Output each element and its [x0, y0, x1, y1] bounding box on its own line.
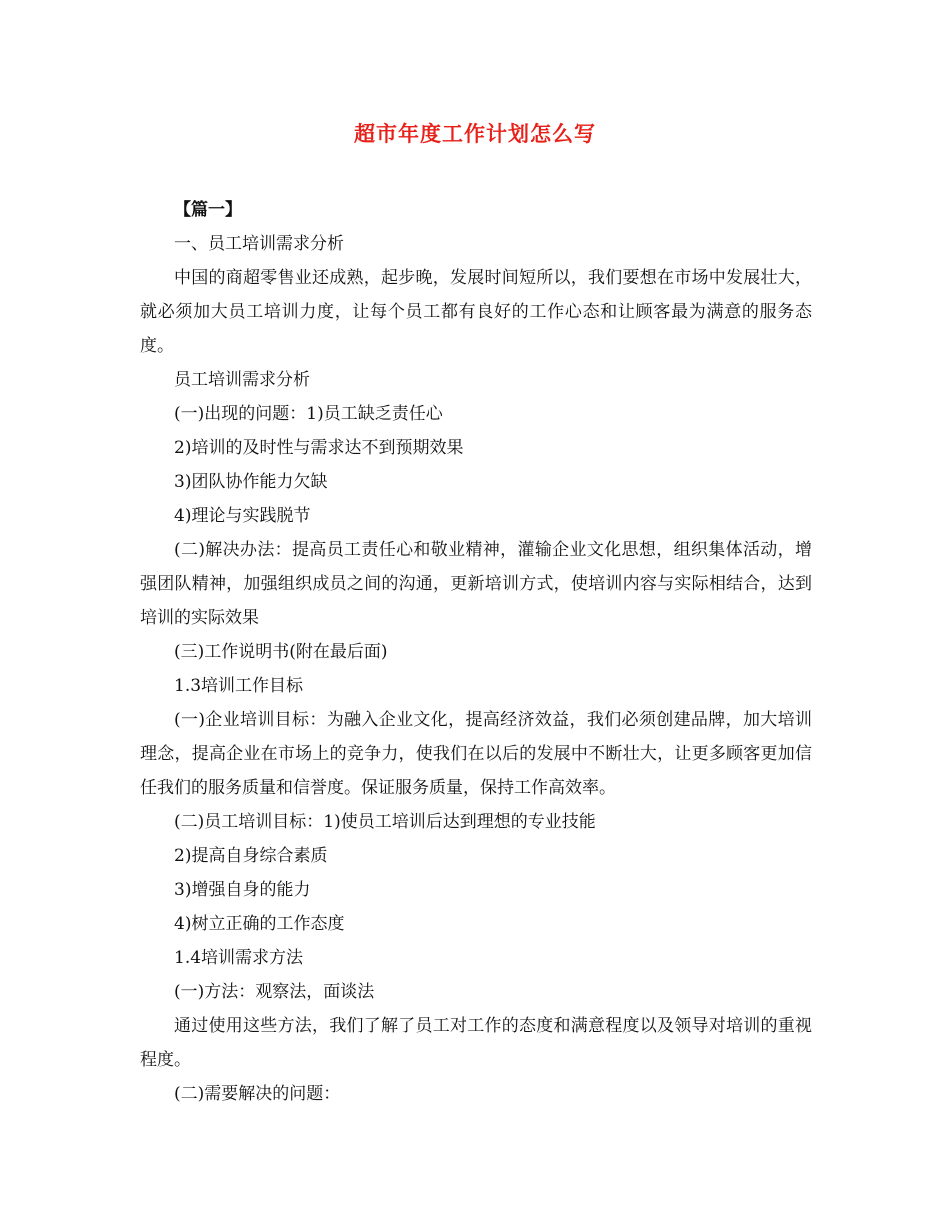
paragraph: (一)出现的问题：1)员工缺乏责任心 [174, 404, 443, 424]
document-body [140, 193, 812, 1111]
paragraph: (二)解决办法：提高员工责任心和敬业精神，灌输企业文化思想，组织集体活动，增强团队精神，加强组织成员之间的沟通，更新培训方式，使培训内容与实际相结合，达到培训的实际效果 [140, 540, 812, 628]
paragraph: (三)工作说明书(附在最后面) [174, 642, 388, 662]
paragraph: 通过使用这些方法，我们了解了员工对工作的态度和满意程度以及领导对培训的重视程度。 [140, 1016, 812, 1070]
paragraph: (一)方法：观察法，面谈法 [174, 982, 375, 1002]
paragraph: (一)企业培训目标：为融入企业文化，提高经济效益，我们必须创建品牌，加大培训理念，提高企业在市场上的竞争力，使我们在以后的发展中不断壮大，让更多顾客更加信任我们的服务质量和信誉度。保证服务质量，保持工作高效率。 [140, 710, 812, 798]
paragraph: (二)需要解决的问题： [174, 1084, 341, 1104]
section-marker: 【篇一】 [174, 200, 242, 220]
document-title: 超市年度工作计划怎么写 [354, 121, 596, 146]
paragraph: 3)团队协作能力欠缺 [174, 472, 328, 492]
paragraph: 4)树立正确的工作态度 [174, 914, 345, 934]
paragraph: 4)理论与实践脱节 [174, 506, 311, 526]
paragraph: 中国的商超零售业还成熟，起步晚，发展时间短所以，我们要想在市场中发展壮大，就必须加大员工培训力度，让每个员工都有良好的工作心态和让顾客最为满意的服务态度。 [140, 268, 812, 356]
paragraph: 1.3培训工作目标 [174, 676, 304, 696]
paragraph: 2)提高自身综合素质 [174, 846, 328, 866]
paragraph: 员工培训需求分析 [174, 370, 310, 390]
paragraph: 1.4培训需求方法 [174, 948, 304, 968]
paragraph: 一、员工培训需求分析 [174, 234, 344, 254]
paragraph: 3)增强自身的能力 [174, 880, 311, 900]
paragraph: (二)员工培训目标：1)使员工培训后达到理想的专业技能 [174, 812, 596, 832]
paragraph: 2)培训的及时性与需求达不到预期效果 [174, 438, 464, 458]
